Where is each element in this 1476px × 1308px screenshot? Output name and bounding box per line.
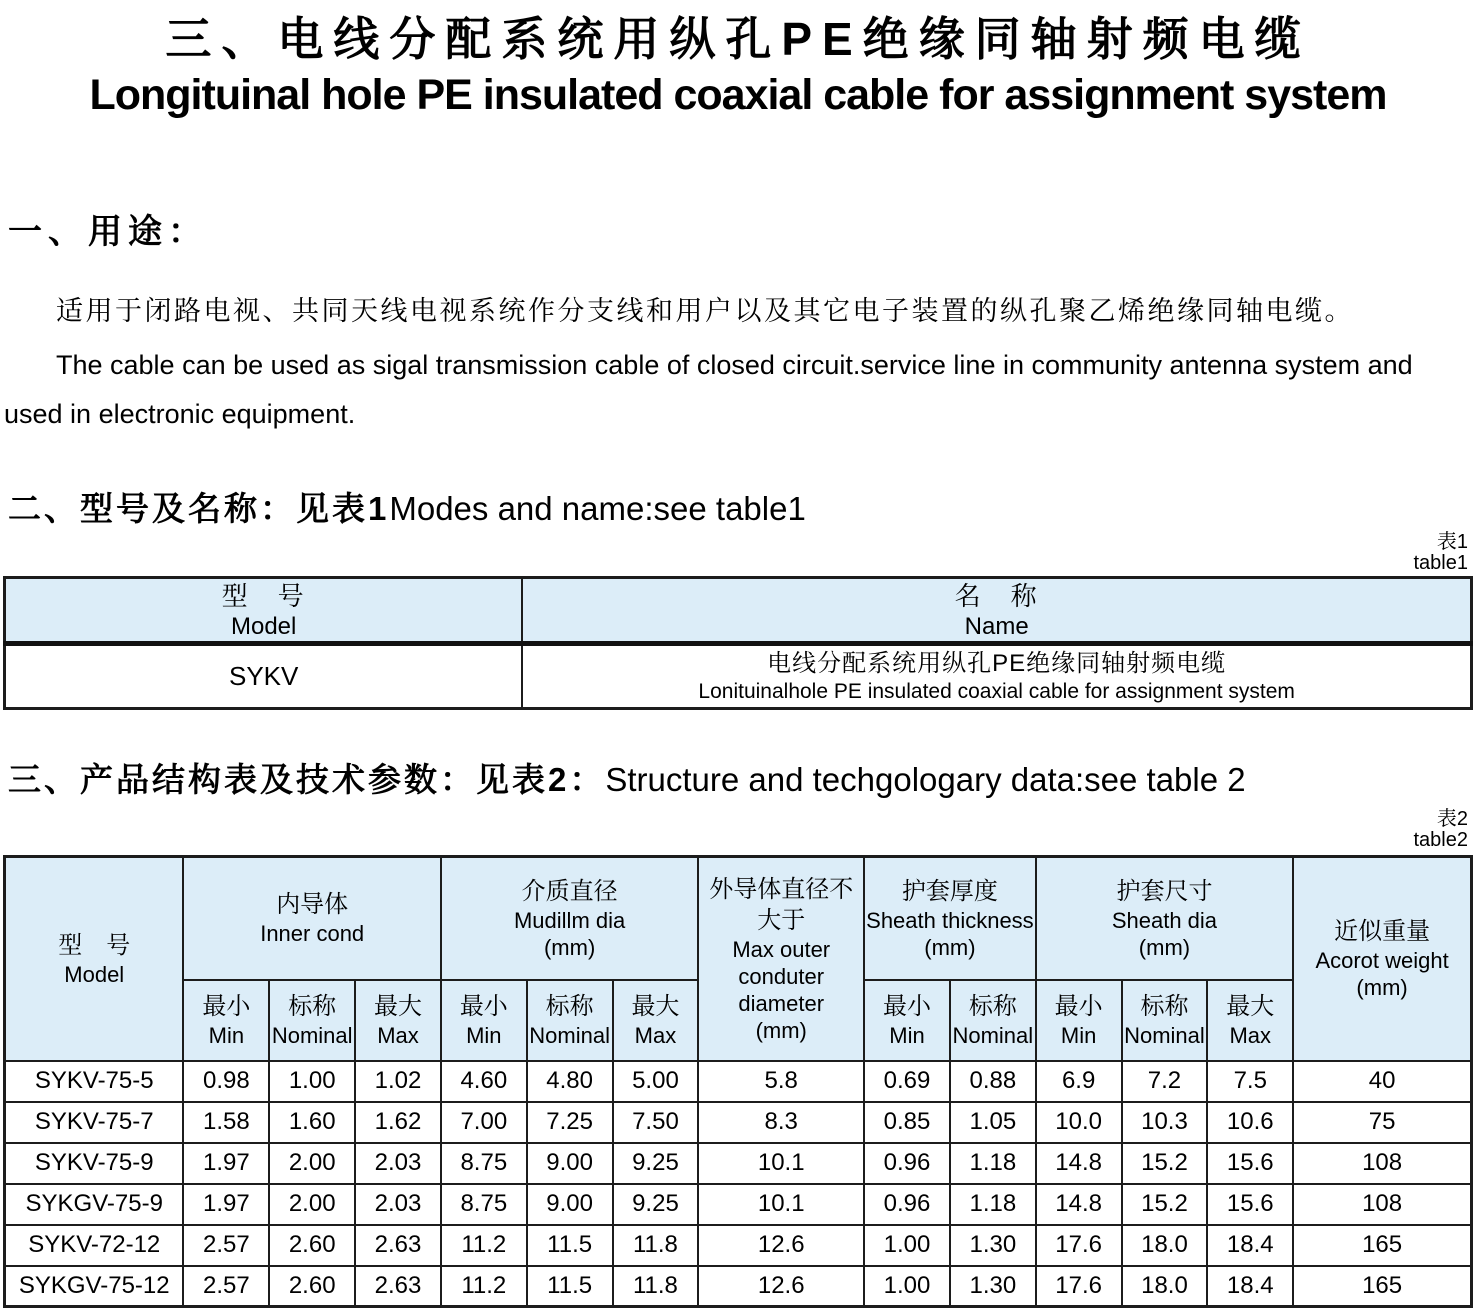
value-cell: 7.5	[1207, 1061, 1293, 1102]
value-cell: 1.18	[950, 1143, 1036, 1184]
value-cell: 0.96	[864, 1184, 950, 1225]
value-cell: 6.9	[1036, 1061, 1122, 1102]
th-max-zh: 最大	[631, 993, 680, 1020]
name-value-zh: 电线分配系统用纵孔PE绝缘同轴射频电缆	[767, 650, 1227, 677]
value-cell: 1.60	[269, 1102, 355, 1143]
value-cell: 11.2	[441, 1266, 527, 1307]
th-min-en: Min	[208, 1023, 245, 1048]
value-cell: 17.6	[1036, 1225, 1122, 1266]
table-row	[5, 1143, 1472, 1184]
structure-table	[3, 855, 1473, 1308]
value-cell: 8.3	[698, 1102, 864, 1143]
doc-title-zh: 三、电线分配系统用纵孔PE绝缘同轴射频电缆	[165, 13, 1311, 65]
th-sheath-dia-en: Sheath dia	[1111, 907, 1218, 933]
th-nominal-en: Nominal	[529, 1023, 610, 1048]
th-nominal	[950, 980, 1036, 1061]
table-row	[5, 1102, 1472, 1143]
structure-heading-zh: 三、产品结构表及技术参数：见表2：	[8, 761, 606, 798]
table2-label-zh: 表2	[1436, 808, 1468, 830]
model-column-header-en: Model	[230, 613, 297, 640]
value-cell: 1.18	[950, 1184, 1036, 1225]
model-value: SYKV	[228, 661, 299, 691]
value-cell: 2.63	[355, 1225, 441, 1266]
value-cell: 10.6	[1207, 1102, 1293, 1143]
th-sheath-dia	[1036, 857, 1293, 980]
value-cell: 1.30	[950, 1266, 1036, 1307]
table2-label	[0, 809, 1468, 851]
value-cell: 10.3	[1122, 1102, 1208, 1143]
value-cell: 10.0	[1036, 1102, 1122, 1143]
group-header-row	[5, 857, 1472, 980]
value-cell: 2.57	[183, 1266, 269, 1307]
th-min	[183, 980, 269, 1061]
th-min-zh: 最小	[459, 993, 508, 1020]
name-value-en: Lonituinalhole PE insulated coaxial cable for assignment system	[698, 680, 1295, 703]
th-nominal-en: Nominal	[952, 1023, 1034, 1048]
table1-label-en: table1	[1413, 552, 1468, 574]
value-cell: 4.80	[527, 1061, 613, 1102]
th-sheath-dia-zh: 护套尺寸	[1116, 877, 1213, 905]
value-cell: 9.00	[527, 1143, 613, 1184]
th-max-en: Max	[377, 1023, 419, 1048]
doc-title-en: Longituinal hole PE insulated coaxial cable for assignment system	[89, 71, 1387, 119]
value-cell: 2.00	[269, 1143, 355, 1184]
name-column-header-zh: 名 称	[954, 581, 1039, 611]
name-column-header	[522, 578, 1471, 644]
value-cell: 9.25	[613, 1143, 699, 1184]
models-heading-zh: 二、型号及名称：见表1	[8, 490, 390, 527]
th-dielectric-dia	[441, 857, 698, 980]
value-cell: 18.0	[1122, 1225, 1208, 1266]
th-min	[864, 980, 950, 1061]
th-max-outer-diameter	[698, 857, 864, 1061]
value-cell: 1.58	[183, 1102, 269, 1143]
table1-label-zh: 表1	[1436, 531, 1468, 553]
value-cell: 12.6	[698, 1266, 864, 1307]
value-cell: 2.63	[355, 1266, 441, 1307]
th-nominal-zh: 标称	[545, 993, 594, 1020]
value-cell: 1.62	[355, 1102, 441, 1143]
th-weight-unit: (mm)	[1356, 975, 1408, 1001]
value-cell: 108	[1293, 1143, 1471, 1184]
value-cell: 1.97	[183, 1184, 269, 1225]
usage-heading: 一、用途：	[8, 213, 208, 251]
usage-paragraph-en: The cable can be used as sigal transmission cable of closed circuit.service line in community antenna system and used in electronic equipment.	[4, 350, 1413, 429]
value-cell: 12.6	[698, 1225, 864, 1266]
th-max-outer-diameter-en1: Max outer	[732, 936, 831, 962]
value-cell: 108	[1293, 1184, 1471, 1225]
value-cell: 7.2	[1122, 1061, 1208, 1102]
th-min	[1036, 980, 1122, 1061]
th-max-zh: 最大	[1226, 993, 1275, 1020]
value-cell: 165	[1293, 1225, 1471, 1266]
name-cell	[522, 644, 1471, 709]
value-cell: 9.00	[527, 1184, 613, 1225]
value-cell: 1.97	[183, 1143, 269, 1184]
th-max	[355, 980, 441, 1061]
model-cell	[5, 644, 523, 709]
table-row	[5, 1061, 1472, 1102]
th-max-zh: 最大	[374, 993, 422, 1020]
models-heading	[8, 483, 1476, 530]
value-cell: 18.4	[1207, 1266, 1293, 1307]
value-cell: 11.5	[527, 1266, 613, 1307]
table-row	[5, 1184, 1472, 1225]
structure-heading	[8, 754, 1476, 801]
model-column-header	[5, 578, 523, 644]
th-sheath-thickness-unit: (mm)	[924, 934, 976, 960]
th-weight-en: Acorot weight	[1315, 948, 1449, 974]
value-cell: 75	[1293, 1102, 1471, 1143]
structure-heading-en: Structure and techgologary data:see table 2	[605, 761, 1246, 798]
th-min-zh: 最小	[883, 993, 932, 1020]
th-max-en: Max	[634, 1023, 677, 1048]
th-nominal-zh: 标称	[288, 993, 337, 1020]
value-cell: 7.00	[441, 1102, 527, 1143]
th-sheath-thickness-zh: 护套厚度	[901, 877, 998, 905]
th-min-en: Min	[889, 1023, 925, 1048]
th-dielectric-dia-unit: (mm)	[543, 934, 596, 960]
value-cell: 0.98	[183, 1061, 269, 1102]
model-cell: SYKGV-75-12	[5, 1266, 184, 1307]
value-cell: 18.0	[1122, 1266, 1208, 1307]
value-cell: 2.60	[269, 1266, 355, 1307]
value-cell: 1.30	[950, 1225, 1036, 1266]
value-cell: 1.00	[864, 1266, 950, 1307]
th-sheath-dia-unit: (mm)	[1138, 934, 1191, 960]
value-cell: 15.2	[1122, 1143, 1208, 1184]
value-cell: 0.88	[950, 1061, 1036, 1102]
th-max-outer-diameter-unit: (mm)	[755, 1017, 807, 1043]
value-cell: 5.8	[698, 1061, 864, 1102]
value-cell: 165	[1293, 1266, 1471, 1307]
th-inner-cond-en: Inner cond	[260, 921, 365, 947]
usage-paragraph-zh: 适用于闭路电视、共同天线电视系统作分支线和用户以及其它电子装置的纵孔聚乙烯绝缘同轴电缆。	[56, 296, 1354, 326]
value-cell: 11.2	[441, 1225, 527, 1266]
value-cell: 0.85	[864, 1102, 950, 1143]
value-cell: 15.6	[1207, 1184, 1293, 1225]
value-cell: 4.60	[441, 1061, 527, 1102]
models-table-header-row	[5, 578, 1472, 644]
th-max-outer-diameter-en2: conduter diameter	[738, 963, 825, 1016]
th-inner-cond	[183, 857, 440, 980]
table2-label-en: table2	[1413, 829, 1468, 851]
th-sheath-thickness-en: Sheath thickness	[866, 907, 1034, 933]
table1-label	[0, 532, 1468, 574]
th-nominal-en: Nominal	[271, 1023, 353, 1048]
table-row	[5, 644, 1472, 709]
th-model-zh: 型 号	[58, 931, 131, 959]
model-cell: SYKV-75-5	[5, 1061, 184, 1102]
value-cell: 40	[1293, 1061, 1471, 1102]
models-heading-en: Modes and name:see table1	[389, 490, 806, 527]
models-table	[3, 576, 1473, 710]
value-cell: 8.75	[441, 1184, 527, 1225]
th-max-outer-diameter-zh: 外导体直径不大于	[709, 875, 854, 934]
value-cell: 15.6	[1207, 1143, 1293, 1184]
th-nominal	[269, 980, 355, 1061]
th-nominal-zh: 标称	[1140, 993, 1189, 1020]
th-min-zh: 最小	[202, 993, 251, 1020]
value-cell: 18.4	[1207, 1225, 1293, 1266]
model-cell: SYKV-72-12	[5, 1225, 184, 1266]
value-cell: 2.00	[269, 1184, 355, 1225]
th-inner-cond-zh: 内导体	[276, 891, 349, 919]
th-max	[613, 980, 699, 1061]
th-model	[5, 857, 184, 1061]
th-nominal-en: Nominal	[1124, 1023, 1205, 1048]
th-min-en: Min	[466, 1023, 502, 1048]
value-cell: 15.2	[1122, 1184, 1208, 1225]
value-cell: 11.8	[613, 1225, 699, 1266]
value-cell: 0.96	[864, 1143, 950, 1184]
value-cell: 7.25	[527, 1102, 613, 1143]
th-min-zh: 最小	[1054, 993, 1103, 1020]
value-cell: 14.8	[1036, 1143, 1122, 1184]
value-cell: 9.25	[613, 1184, 699, 1225]
th-nominal-zh: 标称	[968, 993, 1017, 1020]
value-cell: 5.00	[613, 1061, 699, 1102]
value-cell: 11.5	[527, 1225, 613, 1266]
value-cell: 2.57	[183, 1225, 269, 1266]
th-min	[441, 980, 527, 1061]
th-dielectric-dia-en: Mudillm dia	[513, 907, 626, 933]
th-max	[1207, 980, 1293, 1061]
value-cell: 1.00	[864, 1225, 950, 1266]
value-cell: 2.03	[355, 1143, 441, 1184]
value-cell: 2.03	[355, 1184, 441, 1225]
model-cell: SYKGV-75-9	[5, 1184, 184, 1225]
value-cell: 1.05	[950, 1102, 1036, 1143]
name-column-header-en: Name	[964, 613, 1029, 640]
value-cell: 17.6	[1036, 1266, 1122, 1307]
th-weight-zh: 近似重量	[1334, 918, 1431, 946]
value-cell: 1.02	[355, 1061, 441, 1102]
th-model-en: Model	[64, 961, 125, 987]
table-row	[5, 1225, 1472, 1266]
th-sheath-thickness	[864, 857, 1036, 980]
value-cell: 10.1	[698, 1143, 864, 1184]
th-nominal	[527, 980, 613, 1061]
model-cell: SYKV-75-9	[5, 1143, 184, 1184]
value-cell: 1.00	[269, 1061, 355, 1102]
th-min-en: Min	[1060, 1023, 1097, 1048]
value-cell: 8.75	[441, 1143, 527, 1184]
th-weight	[1293, 857, 1471, 1061]
value-cell: 2.60	[269, 1225, 355, 1266]
value-cell: 0.69	[864, 1061, 950, 1102]
th-max-en: Max	[1229, 1023, 1272, 1048]
model-cell: SYKV-75-7	[5, 1102, 184, 1143]
th-nominal	[1122, 980, 1208, 1061]
value-cell: 10.1	[698, 1184, 864, 1225]
table-row	[5, 1266, 1472, 1307]
value-cell: 7.50	[613, 1102, 699, 1143]
model-column-header-zh: 型 号	[221, 581, 306, 611]
value-cell: 14.8	[1036, 1184, 1122, 1225]
value-cell: 11.8	[613, 1266, 699, 1307]
th-dielectric-dia-zh: 介质直径	[521, 877, 618, 905]
